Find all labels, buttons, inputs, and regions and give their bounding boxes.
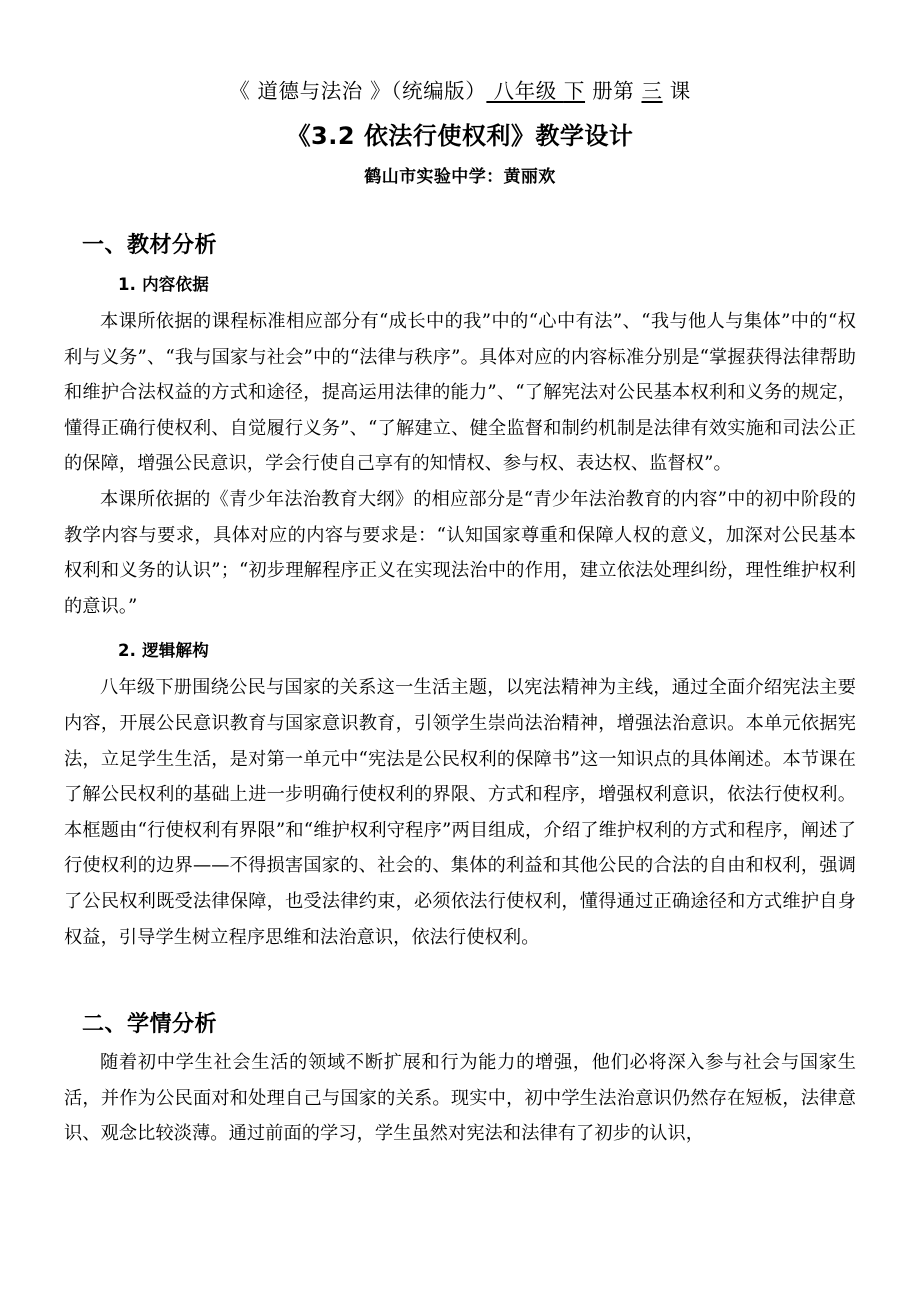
document-title: 《3.2 依法行使权利》教学设计	[286, 122, 634, 150]
paragraph-logical-deconstruction: 八年级下册围绕公民与国家的关系这一生活主题，以宪法精神为主线，通过全面介绍宪法主要内容，开展公民意识教育与国家意识教育，引领学生崇尚法治精神，增强法治意识。本单元依据宪法，立足学生生活，是对第一单元中“宪法是公民权利的保障书”这一知识点的具体阐述。本节课在了解公民权利的基础上进一步明确行使权利的界限、方式和程序，增强权利意识，依法行使权利。本框题由“行使权利有界限”和“维护权利守程序”两目组成，介绍了维护权利的方式和程序，阐述了行使权利的边界——不得损害国家的、社会的、集体的利益和其他公民的合法的自由和权利，强调了公民权利既受法律保障，也受法律约束，必须依法行使权利，懂得通过正确途径和方式维护自身权益，引导学生树立程序思维和法治意识，依法行使权利。	[64, 677, 856, 948]
document-author: 鹤山市实验中学：黄丽欢	[364, 167, 556, 187]
course-name-text: 《 道德与法治 》（统编版）	[229, 79, 487, 103]
paragraph-student-situation: 随着初中学生社会生活的领域不断扩展和行为能力的增强，他们必将深入参与社会与国家生活，并作为公民面对和处理自己与国家的关系。现实中，初中学生法治意识仍然存在短板，法律意识、观念比较淡薄。通过前面的学习，学生虽然对宪法和法律有了初步的认识，	[64, 1052, 856, 1145]
document-content	[64, 0, 856, 1152]
volume-label-text: 册第	[585, 79, 642, 103]
lesson-label-text: 课	[662, 79, 691, 103]
document-course-line	[64, 74, 856, 108]
section-heading-student-situation-analysis: 二、学情分析	[82, 1012, 218, 1038]
subsection-heading-logical-deconstruction: 2. 逻辑解构	[118, 641, 209, 661]
subsection-heading-content-basis: 1. 内容依据	[118, 275, 209, 294]
section-heading-teaching-material-analysis: 一、教材分析	[82, 233, 218, 258]
paragraph-curriculum-standard: 本课所依据的课程标准相应部分有“成长中的我”中的“心中有法”、“我与他人与集体”中的“权利与义务”、“我与国家与社会”中的“法律与秩序”。具体对应的内容标准分别是“掌握获得法律帮助和维护合法权益的方式和途径，提高运用法律的能力”、“了解宪法对公民基本权利和义务的规定，懂得正确行使权利、自觉履行义务”、“了解建立、健全监督和制约机制是法律有效实施和司法公正的保障，增强公民意识，学会行使自己享有的知情权、参与权、表达权、监督权”。	[64, 311, 856, 475]
grade-underlined-text: 八年级	[486, 79, 564, 103]
lesson-number-underlined-text: 三	[641, 79, 663, 103]
paragraph-youth-law-outline: 本课所依据的《青少年法治教育大纲》的相应部分是“青少年法治教育的内容”中的初中阶段的教学内容与要求，具体对应的内容与要求是：“认知国家尊重和保障人权的意义，加深对公民基本权利和义务的认识”；“初步理解程序正义在实现法治中的作用，建立依法处理纠纷，理性维护权利的意识。”	[64, 488, 856, 617]
volume-underlined-text: 下	[563, 79, 586, 103]
